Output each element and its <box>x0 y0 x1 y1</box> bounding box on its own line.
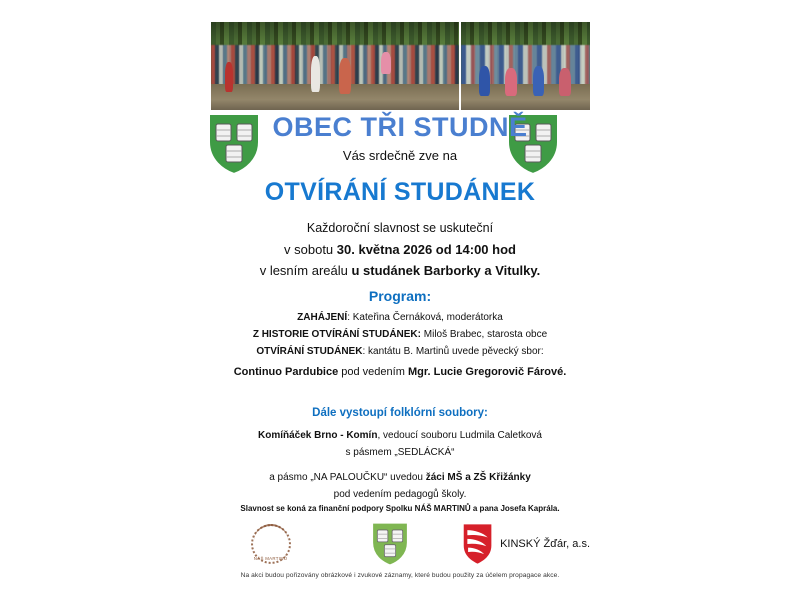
tri-studne-coat-of-arms-icon <box>371 521 409 567</box>
program-item <box>0 343 800 360</box>
invitation-line: Vás srdečně zve na <box>342 148 458 163</box>
folklore-leader: , vedoucí souboru Ludmila Caletková <box>377 430 542 441</box>
logo-caption: NÁŠ MARTINŮ <box>253 556 288 561</box>
logo-row <box>211 520 590 568</box>
folklore-heading: Dále vystoupí folklórní soubory: <box>312 407 488 419</box>
program-performer <box>0 360 800 381</box>
detail-text: v lesním areálu <box>259 263 352 278</box>
program-item <box>0 326 800 343</box>
sponsor-line: Slavnost se koná za finanční podpory Spolku NÁŠ MARTINŮ a pana Josefa Kaprála. <box>240 504 560 513</box>
photo-consent-disclaimer: Na akci budou pořizovány obrázkové i zvukové záznamy, které budou použity za účelem propagace akce. <box>240 572 560 579</box>
logo-slot-nas-martinu <box>211 520 330 568</box>
program-heading: Program: <box>368 288 432 304</box>
detail-line <box>0 260 800 281</box>
performer-figure <box>225 62 233 92</box>
performer-conductor: Mgr. Lucie Gregorovič Fárové. <box>407 366 567 378</box>
folklore-item <box>0 444 800 461</box>
dancer-figure <box>479 66 490 96</box>
kinsky-zdar-logo-icon <box>463 523 492 565</box>
folklore-ensemble: Komíňáček Brno - Komín <box>257 430 378 441</box>
program-item-text: : Kateřina Černáková, moderátorka <box>347 312 503 323</box>
crowd-layer <box>211 45 459 85</box>
folklore-program: s pásmem „SEDLÁCKÁ“ <box>345 447 455 458</box>
dancer-figure <box>533 66 544 96</box>
detail-text: v sobotu <box>284 242 337 257</box>
program-item-label: OTVÍRÁNÍ STUDÁNEK <box>256 346 363 357</box>
folklore-spacer <box>0 461 800 469</box>
folklore-performers: žáci MŠ a ZŠ Křižánky <box>425 472 531 483</box>
program-list <box>0 309 800 381</box>
program-item-text: : kantátu B. Martinů uvede pěvecký sbor: <box>362 346 544 357</box>
dancer-figure <box>505 68 517 96</box>
performer-figure <box>381 52 391 74</box>
detail-line <box>0 239 800 260</box>
folklore-item <box>0 469 800 486</box>
performer-connector: pod vedením <box>338 366 408 378</box>
program-item <box>0 309 800 326</box>
folklore-program: a pásmo „NA PALOUČKU“ uvedou <box>269 472 426 483</box>
event-title: OTVÍRÁNÍ STUDÁNEK <box>264 178 536 206</box>
photo-band <box>211 22 590 110</box>
folklore-list <box>0 427 800 503</box>
folklore-supervision: pod vedením pedagogů školy. <box>333 489 467 500</box>
detail-line <box>0 218 800 239</box>
detail-emphasis: 30. května 2026 od 14:00 hod <box>336 242 516 257</box>
logo-slot-village <box>330 520 449 568</box>
kinsky-label: KINSKÝ Žďár, a.s. <box>500 538 590 550</box>
logo-slot-kinsky <box>449 520 590 568</box>
performer-figure <box>311 56 320 92</box>
event-details <box>0 218 800 281</box>
folklore-item <box>0 486 800 503</box>
detail-text: Každoroční slavnost se uskuteční <box>306 221 494 235</box>
program-item-text: Miloš Brabec, starosta obce <box>420 329 548 340</box>
performer-ensemble: Continuo Pardubice <box>233 366 339 378</box>
dancer-figure <box>559 68 571 96</box>
program-item-label: Z HISTORIE OTVÍRÁNÍ STUDÁNEK: <box>252 329 421 340</box>
folk-dancers-photo <box>461 22 590 110</box>
detail-emphasis: u studánek Barborky a Vitulky. <box>351 263 541 278</box>
ground-layer <box>211 84 459 110</box>
folklore-item <box>0 427 800 444</box>
nas-martinu-logo-icon <box>249 522 293 566</box>
program-item-label: ZAHÁJENÍ <box>297 312 348 323</box>
logo-arc <box>254 524 288 556</box>
village-title: OBEC TŘI STUDNĚ <box>272 112 528 142</box>
performer-figure <box>339 58 351 94</box>
festival-choir-photo <box>211 22 459 110</box>
